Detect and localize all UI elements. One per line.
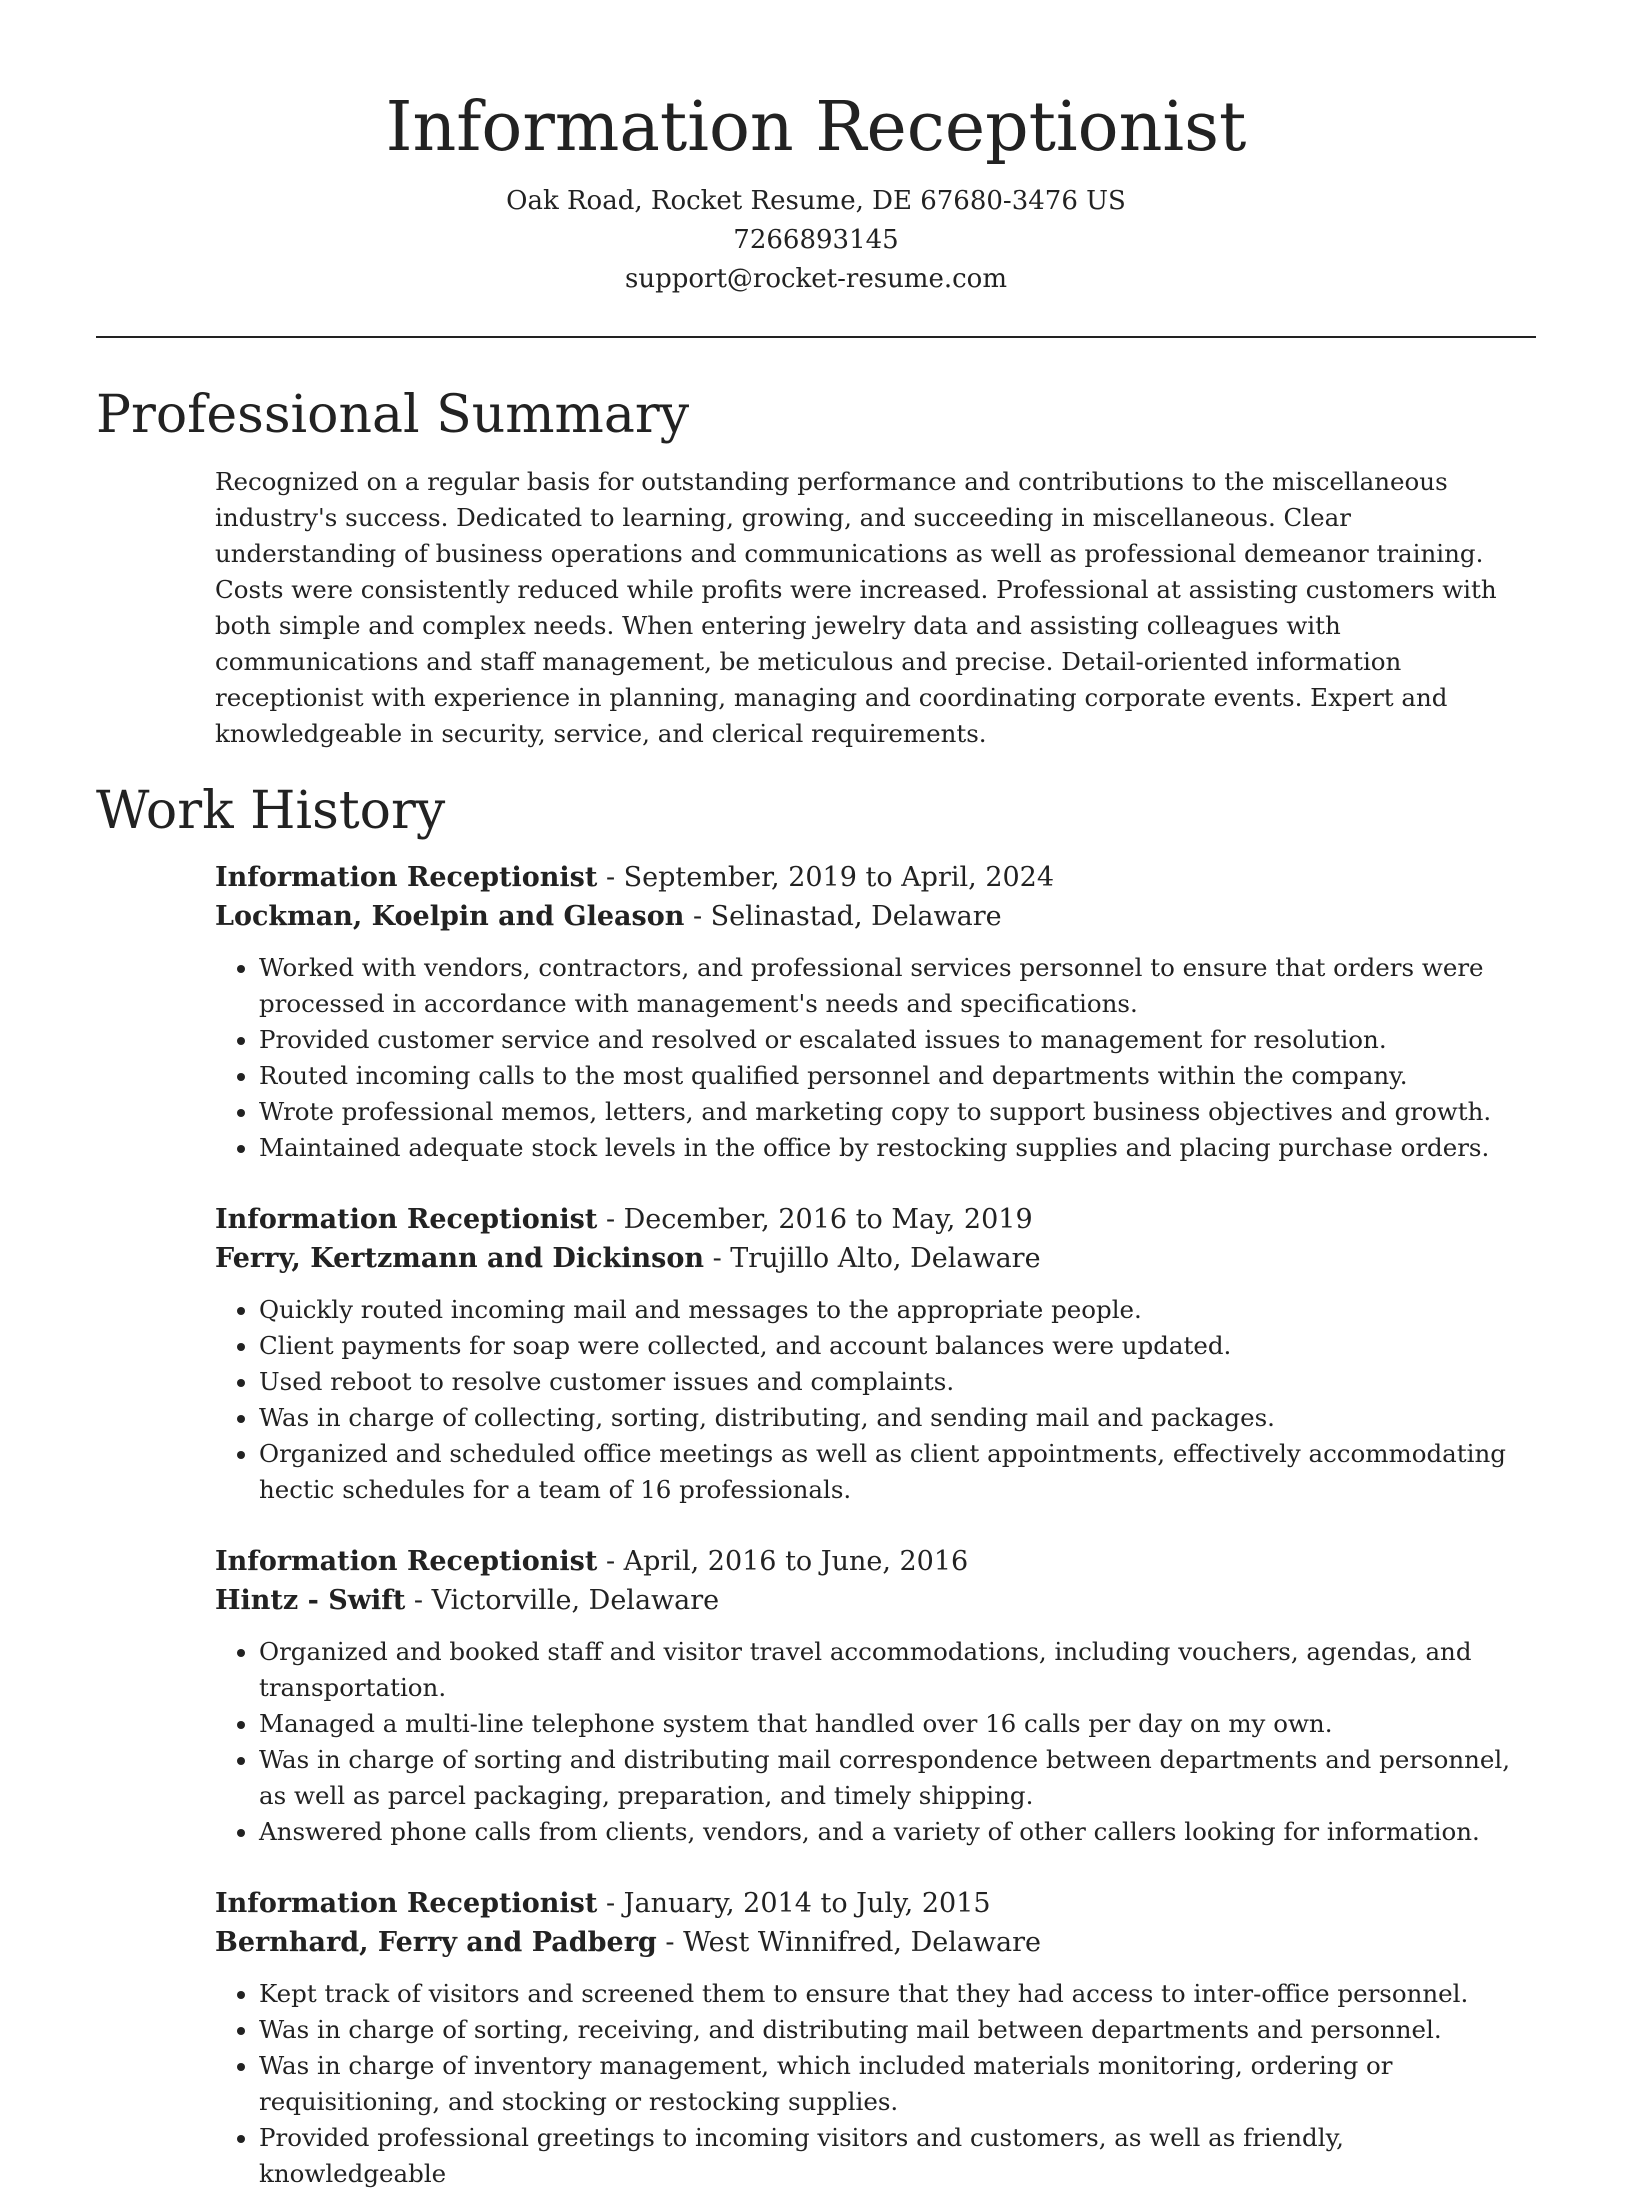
job-company-line [215,1581,1536,1620]
job-entry [215,1200,1536,1508]
job-bullet: • Organized and scheduled office meetings as well as client appointments, effectively accommodating hectic schedules for a team of 16 professionals. [259,1436,1536,1508]
section-title-work-history: Work History [96,781,446,841]
job-company-line [215,1923,1536,1962]
job-company-line [215,897,1536,936]
resume-header [96,0,1536,299]
job-location: - West Winnifred, Delaware [656,1927,1042,1958]
job-bullet: • Was in charge of collecting, sorting, distributing, and sending mail and packages. [259,1400,1536,1436]
job-position: Information Receptionist [215,1888,598,1919]
job-dates: - January, 2014 to July, 2015 [597,1888,991,1919]
job-location: - Trujillo Alto, Delaware [703,1243,1041,1274]
job-bullet: • Answered phone calls from clients, vendors, and a variety of other callers looking for information. [259,1814,1536,1850]
job-position: Information Receptionist [215,1204,598,1235]
job-position: Information Receptionist [215,1546,598,1577]
job-dates: - September, 2019 to April, 2024 [597,862,1055,893]
job-bullet: • Kept track of visitors and screened them to ensure that they had access to inter-office personnel. [259,1976,1536,2012]
job-bullet-list [215,950,1536,1166]
job-company: Hintz - Swift [215,1585,406,1616]
job-bullet: • Was in charge of sorting and distributing mail correspondence between departments and personnel, as well as parcel packaging, preparation, and timely shipping. [259,1742,1536,1814]
job-bullet-list [215,1634,1536,1850]
work-history-section [96,778,1536,2192]
job-title-line [215,1884,1536,1923]
job-bullet-list [215,1292,1536,1508]
job-position: Information Receptionist [215,862,598,893]
job-entry [215,1884,1536,2192]
contact-phone: 7266893145 [733,225,899,255]
job-entry [215,858,1536,1166]
job-bullet: • Organized and booked staff and visitor travel accommodations, including vouchers, agendas, and transportation. [259,1634,1536,1706]
job-bullet: • Worked with vendors, contractors, and professional services personnel to ensure that orders were processed in accordance with management's needs and specifications. [259,950,1536,1022]
job-bullet: • Managed a multi-line telephone system that handled over 16 calls per day on my own. [259,1706,1536,1742]
job-bullet: • Provided professional greetings to incoming visitors and customers, as well as friendly, knowledgeable [259,2120,1536,2192]
job-company-line [215,1239,1536,1278]
section-title-summary: Professional Summary [96,385,690,445]
job-bullet: • Wrote professional memos, letters, and marketing copy to support business objectives and growth. [259,1094,1536,1130]
job-dates: - April, 2016 to June, 2016 [597,1546,969,1577]
job-bullet: • Provided customer service and resolved or escalated issues to management for resolution. [259,1022,1536,1058]
header-divider [96,336,1536,338]
job-bullet: • Client payments for soap were collected, and account balances were updated. [259,1328,1536,1364]
job-location: - Selinastad, Delaware [684,901,1002,932]
job-bullet: • Routed incoming calls to the most qualified personnel and departments within the company. [259,1058,1536,1094]
job-bullet: • Quickly routed incoming mail and messages to the appropriate people. [259,1292,1536,1328]
candidate-name: Information Receptionist [385,88,1247,167]
contact-email: support@rocket-resume.com [624,264,1007,294]
job-title-line [215,1542,1536,1581]
job-bullet-list [215,1976,1536,2192]
contact-info [96,182,1536,299]
job-bullet: • Was in charge of sorting, receiving, and distributing mail between departments and personnel. [259,2012,1536,2048]
job-company: Lockman, Koelpin and Gleason [215,901,685,932]
job-title-line [215,858,1536,897]
contact-address: Oak Road, Rocket Resume, DE 67680-3476 US [506,186,1126,216]
job-dates: - December, 2016 to May, 2019 [597,1204,1033,1235]
job-location: - Victorville, Delaware [405,1585,720,1616]
summary-text: Recognized on a regular basis for outstanding performance and contributions to the miscellaneous industry's success. Dedicated to learning, growing, and succeeding in miscellaneous. Clear understanding of business operations and communications as well as professional demeanor training. Costs were consistently reduced while profits were increased. Professional at assisting customers with both simple and complex needs. When entering jewelry data and assisting colleagues with communications and staff management, be meticulous and precise. Detail-oriented information receptionist with experience in planning, managing and coordinating corporate events. Expert and knowledgeable in security, service, and clerical requirements. [215,467,1497,748]
job-entry [215,1542,1536,1850]
job-bullet: • Maintained adequate stock levels in the office by restocking supplies and placing purchase orders. [259,1130,1536,1166]
job-bullet: • Was in charge of inventory management, which included materials monitoring, ordering or requisitioning, and stocking or restocking supplies. [259,2048,1536,2120]
job-bullet: • Used reboot to resolve customer issues and complaints. [259,1364,1536,1400]
professional-summary-section [96,382,1536,752]
job-title-line [215,1200,1536,1239]
job-company: Ferry, Kertzmann and Dickinson [215,1243,704,1274]
job-company: Bernhard, Ferry and Padberg [215,1927,657,1958]
